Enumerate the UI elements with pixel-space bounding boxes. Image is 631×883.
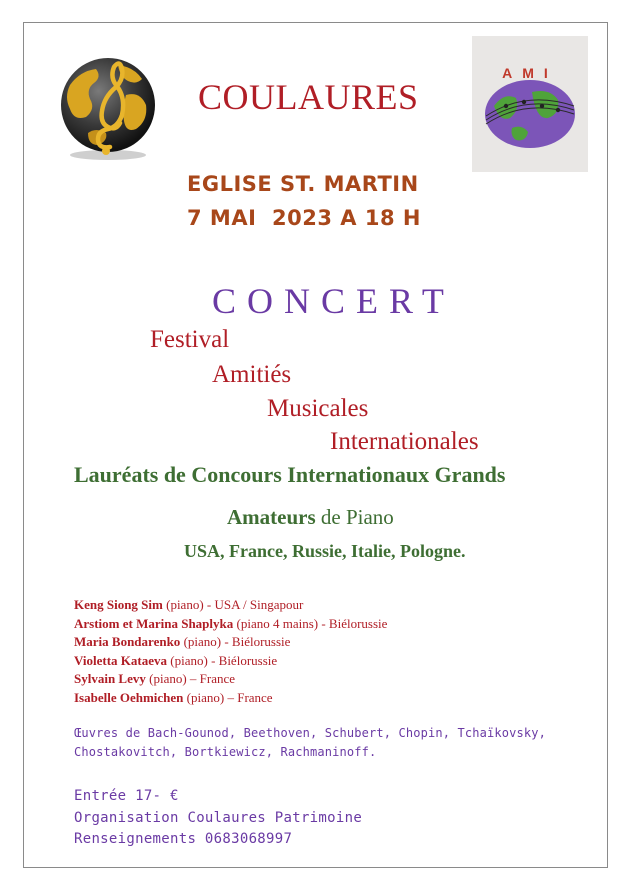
contact-phone: Renseignements 0683068997: [74, 831, 293, 847]
performer-detail: (piano) - Biélorussie: [167, 652, 278, 668]
works-line-1: Œuvres de Bach-Gounod, Beethoven, Schubert, Chopin, Tchaïkovsky,: [74, 726, 546, 740]
amateurs-bold: Amateurs: [227, 505, 316, 529]
performer-detail: (piano) - USA / Singapour: [162, 597, 304, 612]
performer-name: Maria Bondarenko: [74, 634, 181, 650]
festival-line-4: Internationales: [330, 428, 479, 455]
performer-detail: (piano 4 mains) - Biélorussie: [233, 615, 388, 631]
performer-name: Keng Siong Sim: [74, 597, 163, 612]
logo-text: AMI: [502, 65, 558, 81]
laureats-line: Lauréats de Concours Internationaux Grands: [74, 462, 506, 487]
performer-detail: (piano) – France: [183, 689, 273, 705]
performer-name: Isabelle Oehmichen: [74, 689, 184, 705]
amateurs-rest: de Piano: [315, 505, 394, 529]
performer-item: [74, 596, 387, 615]
performer-item: [74, 670, 387, 689]
page-title: COULAURES: [198, 77, 419, 117]
church-name: EGLISE ST. MARTIN: [187, 172, 419, 196]
performer-list: [74, 596, 387, 708]
works-list: [74, 724, 546, 762]
globe-treble-clef-icon: [48, 55, 168, 161]
performer-item: [74, 689, 387, 708]
performer-name: Violetta Kataeva: [74, 652, 168, 668]
ami-logo: [472, 36, 588, 172]
info-block: [74, 786, 362, 851]
performer-item: [74, 652, 387, 671]
works-line-2: Chostakovitch, Bortkiewicz, Rachmaninoff.: [74, 745, 377, 759]
amateurs-line: [227, 505, 394, 530]
performer-detail: (piano) – France: [145, 671, 236, 687]
festival-line-1: Festival: [150, 326, 230, 353]
festival-line-3: Musicales: [267, 395, 369, 422]
festival-line-2: Amitiés: [212, 361, 292, 388]
organisation: Organisation Coulaures Patrimoine: [74, 809, 363, 826]
performer-item: [74, 633, 387, 652]
performer-name: Sylvain Levy: [74, 671, 146, 687]
ami-globe-logo-icon: [472, 36, 588, 172]
performer-detail: (piano) - Biélorussie: [180, 634, 291, 650]
performer-item: [74, 615, 387, 634]
concert-heading: CONCERT: [212, 281, 455, 321]
entry-price: Entrée 17- €: [74, 788, 179, 804]
performer-name: Arstiom et Marina Shaplyka: [74, 615, 234, 631]
countries-line: USA, France, Russie, Italie, Pologne.: [184, 541, 466, 561]
concert-date: 7 MAI 2023 A 18 H: [187, 206, 421, 230]
